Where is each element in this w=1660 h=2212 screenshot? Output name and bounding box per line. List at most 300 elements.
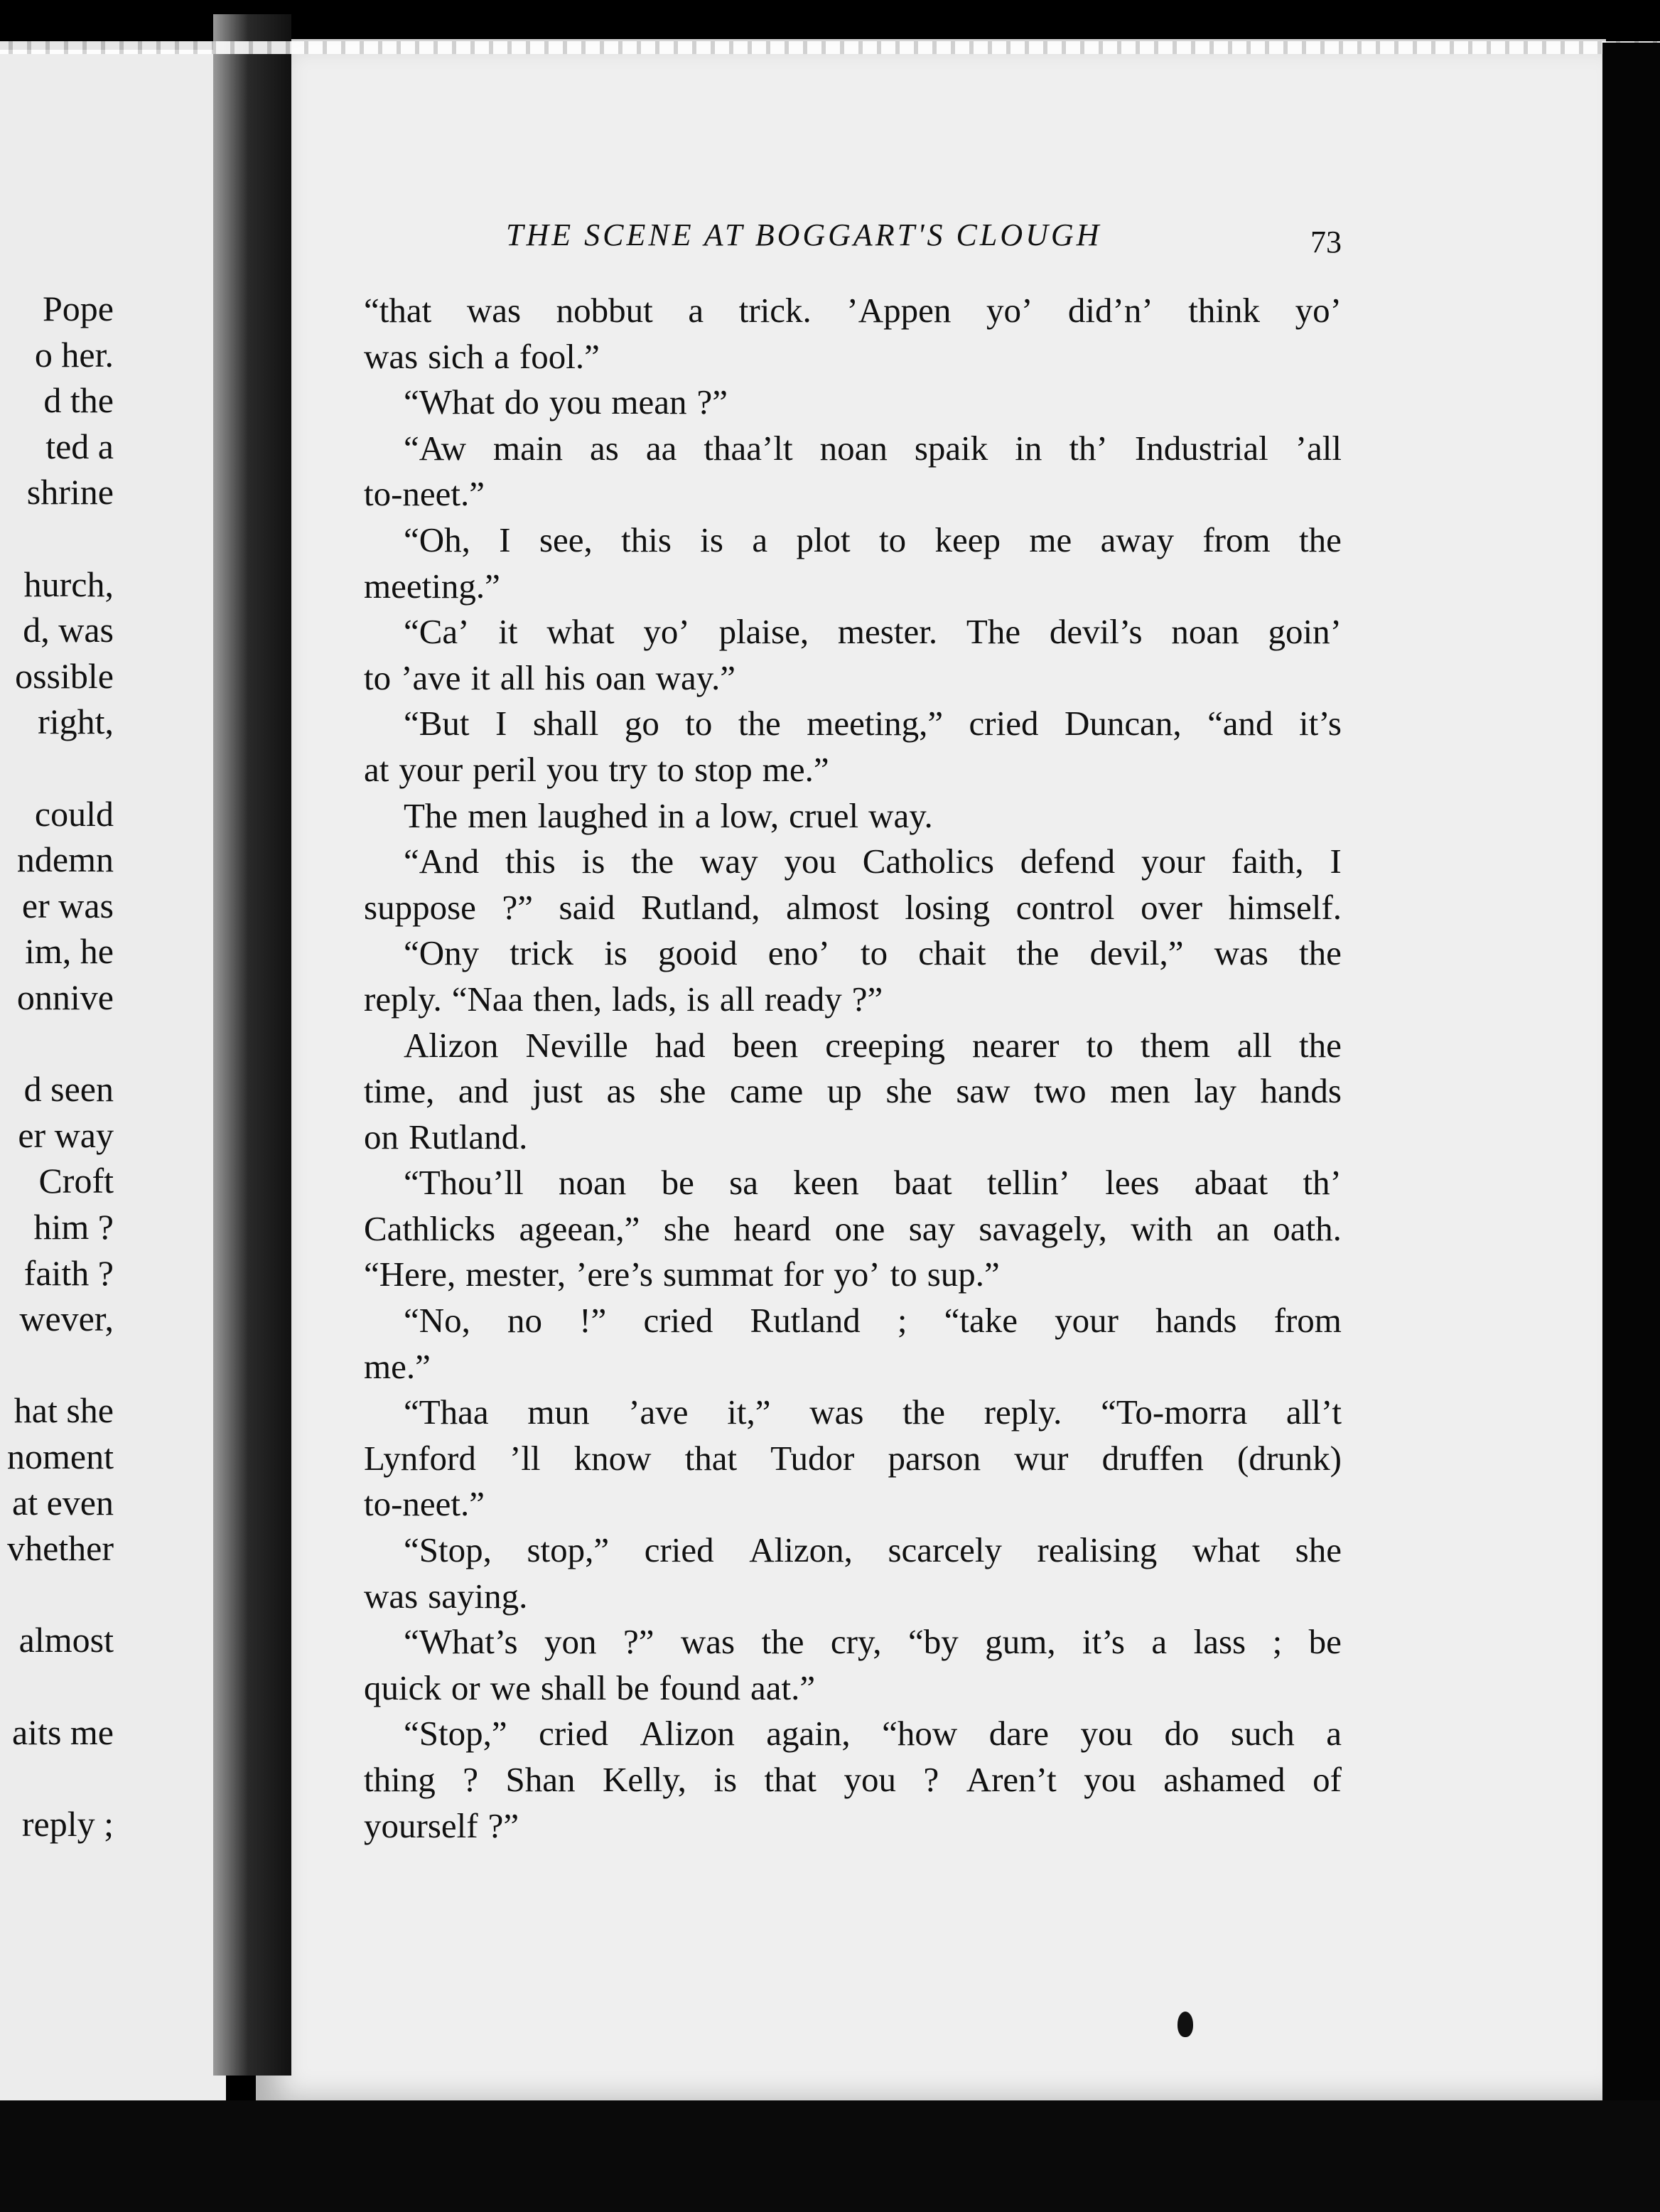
word: see, [539, 520, 593, 559]
word: mean [611, 382, 687, 422]
text-line [364, 655, 1342, 702]
word: “What’s [404, 1622, 518, 1662]
word: mun [527, 1392, 590, 1432]
scan-right-border [1602, 43, 1660, 2212]
text-line [364, 1757, 1342, 1803]
word: was [809, 1392, 864, 1432]
text-line [364, 1068, 1342, 1115]
word: “Stop, [404, 1530, 492, 1570]
word: (drunk) [1237, 1438, 1342, 1478]
word: Lynford [364, 1438, 476, 1478]
word: yo’ [1295, 291, 1342, 330]
word: all [1236, 1025, 1272, 1065]
word: the [631, 842, 674, 881]
left-page-fragment: d the [43, 380, 114, 421]
text-line [364, 1619, 1342, 1665]
left-page-fragment: o her. [34, 334, 114, 375]
left-page-fragment: hurch, [23, 564, 114, 604]
word: ’ave [628, 1392, 689, 1432]
word: saying. [428, 1576, 528, 1616]
word: cried [969, 704, 1039, 743]
left-page-fragment: reply ; [21, 1803, 114, 1844]
word: yo’ [986, 291, 1033, 330]
left-page-fragment: faith ? [23, 1252, 114, 1293]
word: all’t [1286, 1392, 1342, 1432]
word: main [493, 428, 564, 468]
word: cried [644, 1530, 714, 1570]
left-page-fragment: ndemn [16, 839, 114, 880]
word: Alizon [404, 1025, 499, 1065]
word: over [1141, 887, 1203, 927]
left-page-fragment: at even [12, 1482, 114, 1523]
word: “Stop,” [404, 1714, 507, 1754]
left-page-fragment: right, [38, 702, 114, 742]
word: “how [882, 1714, 958, 1754]
word: trick [510, 933, 574, 973]
word: way.” [655, 657, 736, 697]
word: “But [404, 704, 470, 743]
text-line [364, 747, 1342, 793]
word: lass [1193, 1622, 1246, 1662]
word: creeping [825, 1025, 945, 1065]
word: Catholics [862, 842, 994, 881]
word: Alizon [640, 1714, 735, 1754]
word: gum, [985, 1622, 1056, 1662]
word: “What [404, 382, 495, 422]
word: devil,” [1089, 933, 1184, 973]
word: losing [905, 887, 991, 927]
word: do [1164, 1714, 1200, 1754]
word: control [1015, 887, 1115, 927]
text-line [364, 288, 1342, 334]
text-line [364, 1344, 1342, 1390]
word: you [1084, 1760, 1136, 1799]
left-page-fragment: ossible [15, 655, 114, 696]
word: way [699, 842, 758, 881]
word: and [458, 1071, 509, 1111]
word: again, [766, 1714, 851, 1754]
left-page-fragment: hat she [14, 1390, 114, 1431]
word: you [1080, 1714, 1133, 1754]
text-line [364, 1436, 1342, 1482]
word: meeting,” [807, 704, 944, 743]
word: be [661, 1163, 694, 1203]
word: it’s [1082, 1622, 1125, 1662]
word: “Ca’ [404, 612, 470, 652]
word: to [364, 657, 392, 697]
text-line [364, 471, 1342, 517]
word: two [1034, 1071, 1087, 1111]
word: an [1216, 1208, 1249, 1248]
word: it,” [727, 1392, 771, 1432]
word: ?” [487, 1805, 519, 1845]
word: ?” [622, 1622, 654, 1662]
word: to [1086, 1025, 1114, 1065]
word: trick. [738, 291, 812, 330]
word: parson [888, 1438, 981, 1478]
word: yo’ [643, 612, 690, 652]
left-page-fragment: er way [18, 1115, 114, 1155]
word: shall [540, 1668, 607, 1707]
text-line [364, 564, 1342, 610]
word: all [719, 979, 755, 1019]
word: goin’ [1268, 612, 1342, 652]
word: The [966, 612, 1021, 652]
word: thing [364, 1760, 436, 1799]
word: cried [643, 1301, 713, 1341]
word: is [686, 979, 710, 1019]
word: be [616, 1668, 650, 1707]
word: is [604, 933, 627, 973]
word: “Thaa [404, 1392, 489, 1432]
text-line [364, 930, 1342, 977]
word: your [1055, 1301, 1119, 1341]
word: sa [729, 1163, 758, 1203]
book-gutter [213, 14, 291, 2076]
word: scarcely [888, 1530, 1002, 1570]
word: laughed [537, 795, 648, 835]
word: Duncan, [1064, 704, 1182, 743]
word: “Naa [451, 979, 524, 1019]
word: saw [956, 1071, 1010, 1111]
word: stop,” [527, 1530, 610, 1570]
left-page-fragment: Croft [38, 1161, 114, 1201]
word: a [1326, 1714, 1342, 1754]
ink-blot [1177, 2012, 1193, 2037]
text-line [364, 334, 1342, 380]
word: meeting.” [364, 566, 500, 606]
word: mester. [837, 612, 938, 652]
word: noan [819, 428, 888, 468]
word: shall [532, 704, 599, 743]
word: noan [559, 1163, 627, 1203]
word: to [890, 1255, 917, 1294]
word: ?” [696, 382, 728, 422]
word: “Aw [404, 428, 467, 468]
word: nobbut [556, 291, 653, 330]
word: defend [1020, 842, 1116, 881]
word: faith, [1231, 842, 1304, 881]
word: or [451, 1668, 480, 1707]
word: the [738, 704, 781, 743]
word: your [399, 749, 463, 789]
left-page-fragment: aits me [11, 1712, 114, 1752]
word: all [500, 657, 535, 697]
word: way. [868, 795, 933, 835]
word: Rutland [750, 1301, 861, 1341]
page-header [506, 217, 1342, 259]
word: low, [720, 795, 780, 835]
word: say [908, 1208, 956, 1248]
word: plaise, [718, 612, 809, 652]
word: just [532, 1071, 583, 1111]
word: himself. [1228, 887, 1342, 927]
word: men [1110, 1071, 1170, 1111]
word: wur [1014, 1438, 1069, 1478]
word: ageean,” [519, 1208, 640, 1248]
word: away [1100, 520, 1174, 559]
word: had [654, 1025, 706, 1065]
word: you [784, 842, 836, 881]
word: hands [1155, 1301, 1237, 1341]
word: did’n’ [1067, 291, 1153, 330]
word: the [902, 1392, 945, 1432]
word: heard [733, 1208, 812, 1248]
text-line [364, 839, 1342, 885]
word: at [364, 749, 389, 789]
word: such [1230, 1714, 1295, 1754]
word: keep [934, 520, 1001, 559]
word: what [546, 612, 615, 652]
word: to [657, 749, 685, 789]
text-line [364, 1711, 1342, 1757]
word: yo’ [834, 1255, 880, 1294]
word: stop [694, 749, 753, 789]
word: to [860, 933, 888, 973]
word: quick [364, 1668, 441, 1707]
word: mester, [465, 1255, 566, 1294]
word: Alizon, [749, 1530, 853, 1570]
word: baat [894, 1163, 952, 1203]
word: th’ [1303, 1163, 1342, 1203]
word: !” [579, 1301, 607, 1341]
word: chait [918, 933, 986, 973]
body-text [364, 288, 1342, 1849]
word: for [783, 1255, 824, 1294]
word: “Oh, [404, 520, 470, 559]
word: savagely, [979, 1208, 1107, 1248]
word: almost [786, 887, 879, 927]
word: to [879, 520, 907, 559]
word: try [608, 749, 647, 789]
word: abaat [1194, 1163, 1268, 1203]
word: gooid [658, 933, 738, 973]
word: tellin’ [986, 1163, 1070, 1203]
word: as [590, 428, 619, 468]
left-page-fragment: almost [18, 1620, 114, 1660]
word: been [732, 1025, 799, 1065]
word: yon [544, 1622, 597, 1662]
word: from [1202, 520, 1271, 559]
word: lees [1105, 1163, 1160, 1203]
word: a [752, 520, 768, 559]
word: found [659, 1668, 740, 1707]
word: to [685, 704, 713, 743]
word: The [404, 795, 458, 835]
word: to-neet.” [364, 1484, 485, 1524]
word: a [688, 291, 704, 330]
left-page-fragment: er was [21, 885, 114, 925]
word: on [364, 1117, 399, 1156]
word: ?” [851, 979, 883, 1019]
word: Rutland, [641, 887, 760, 927]
word: in [657, 795, 685, 835]
word: “Here, [364, 1255, 456, 1294]
left-page-fragment: him ? [33, 1207, 114, 1247]
word: with [1131, 1208, 1193, 1248]
word: his [544, 657, 586, 697]
left-page-fragment: noment [7, 1437, 114, 1476]
word: ? [923, 1760, 939, 1799]
word: nearer [972, 1025, 1060, 1065]
word: noan [1171, 612, 1239, 652]
word: was [364, 336, 419, 376]
word: was [1214, 933, 1268, 973]
word: of [1313, 1760, 1342, 1799]
word: a [494, 336, 510, 376]
left-page-fragment: could [34, 793, 114, 834]
word: aa [645, 428, 677, 468]
word: peril [473, 749, 537, 789]
word: she [1295, 1530, 1342, 1570]
word: summat [662, 1255, 774, 1294]
word: ; [897, 1301, 907, 1341]
word: ’ll [510, 1438, 541, 1478]
text-line [364, 1023, 1342, 1069]
left-page-fragment: vhether [7, 1528, 114, 1569]
word: ? [463, 1760, 478, 1799]
text-line [364, 1252, 1342, 1298]
word: cry, [830, 1622, 882, 1662]
text-line [364, 426, 1342, 472]
word: dare [988, 1714, 1050, 1754]
word: the [1299, 933, 1342, 973]
word: realising [1037, 1530, 1158, 1570]
word: be [1308, 1622, 1342, 1662]
word: is [713, 1760, 738, 1799]
page-number: 73 [1310, 225, 1342, 259]
word: spaik [914, 428, 988, 468]
word: “Ony [404, 933, 480, 973]
text-line [364, 380, 1342, 426]
left-page-fragment: onnive [16, 977, 114, 1017]
text-line [364, 1803, 1342, 1849]
word: eno’ [767, 933, 830, 973]
word: Neville [525, 1025, 628, 1065]
word: me.” [364, 1346, 431, 1386]
text-line [364, 1390, 1342, 1436]
word: them [1140, 1025, 1210, 1065]
word: Shan [505, 1760, 576, 1799]
left-page-fragment: shrine [26, 472, 114, 512]
word: the [1299, 1025, 1342, 1065]
word: that [684, 1438, 738, 1478]
word: up [826, 1071, 862, 1111]
word: she [659, 1071, 706, 1111]
word: the [761, 1622, 804, 1662]
word: Rutland. [409, 1117, 528, 1156]
left-page-text-fragments [0, 288, 114, 1923]
running-head: THE SCENE AT BOGGART'S CLOUGH [506, 218, 1102, 252]
word: Tudor [770, 1438, 855, 1478]
word: from [1273, 1301, 1342, 1341]
word: was [364, 1576, 419, 1616]
left-page-fragment: im, he [25, 931, 114, 972]
word: to-neet.” [364, 474, 485, 514]
word: thaa’lt [704, 428, 793, 468]
word: time, [364, 1071, 435, 1111]
word: was [680, 1622, 735, 1662]
word: lay [1194, 1071, 1237, 1111]
word: was [466, 291, 522, 330]
text-line [364, 1298, 1342, 1344]
word: what [1192, 1530, 1261, 1570]
word: ?” [502, 887, 533, 927]
text-line [364, 701, 1342, 747]
page-top-edge [0, 41, 1660, 54]
word: devil’s [1049, 612, 1143, 652]
word: “Thou’ll [404, 1163, 524, 1203]
word: as [606, 1071, 636, 1111]
word: that [764, 1760, 817, 1799]
word: yourself [364, 1805, 478, 1845]
word: I [1330, 842, 1342, 881]
word: said [559, 887, 615, 927]
text-line [364, 977, 1342, 1023]
word: do [504, 382, 539, 422]
text-line [364, 1481, 1342, 1528]
word: your [1141, 842, 1205, 881]
word: the [1016, 933, 1060, 973]
word: “take [944, 1301, 1018, 1341]
text-line [364, 1574, 1342, 1620]
word: me.” [762, 749, 829, 789]
word: cruel [789, 795, 859, 835]
text-line [364, 1160, 1342, 1206]
text-line [364, 885, 1342, 931]
word: a [694, 795, 711, 835]
word: fool.” [519, 336, 600, 376]
word: druffen [1101, 1438, 1204, 1478]
word: ’ere’s [576, 1255, 653, 1294]
word: this [505, 842, 556, 881]
word: “No, [404, 1301, 470, 1341]
left-page-fragment: ted a [45, 426, 114, 466]
word: came [729, 1071, 804, 1111]
word: think [1188, 291, 1261, 330]
word: in [1015, 428, 1042, 468]
word: go [624, 704, 659, 743]
word: th’ [1069, 428, 1108, 468]
word: cried [539, 1714, 609, 1754]
left-page-fragment: d, was [23, 610, 114, 650]
word: ; [1272, 1622, 1283, 1662]
text-line [364, 609, 1342, 655]
word: “and [1207, 704, 1273, 743]
word: Kelly, [602, 1760, 686, 1799]
word: I [495, 704, 507, 743]
word: Cathlicks [364, 1208, 496, 1248]
word: is [581, 842, 605, 881]
word: oan [595, 657, 646, 697]
text-line [364, 1115, 1342, 1161]
word: hands [1260, 1071, 1342, 1111]
left-page-fragment: d seen [23, 1069, 114, 1110]
text-line [364, 517, 1342, 564]
word: a [1151, 1622, 1168, 1662]
scan-bottom-border [0, 2100, 1660, 2212]
word: she [885, 1071, 932, 1111]
word: Aren’t [966, 1760, 1057, 1799]
word: aat.” [750, 1668, 816, 1707]
word: Industrial [1134, 428, 1268, 468]
word: no [507, 1301, 543, 1341]
word: you [546, 749, 599, 789]
word: keen [793, 1163, 859, 1203]
word: ’ave [401, 657, 461, 697]
word: “And [404, 842, 480, 881]
word: “that [364, 291, 432, 330]
